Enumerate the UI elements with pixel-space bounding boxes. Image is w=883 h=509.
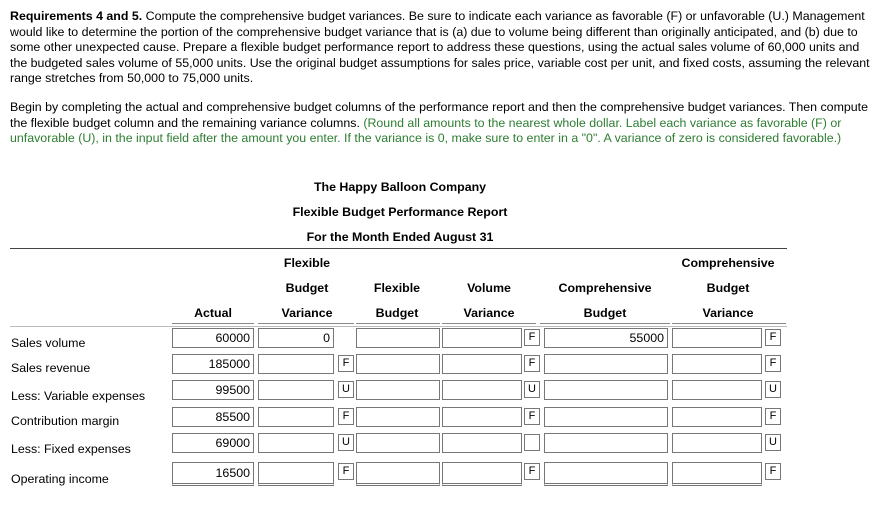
comprehensive-budget-cell — [544, 462, 668, 486]
col-rule-actual — [172, 323, 254, 324]
col-header-flex-var-1: Flexible — [283, 256, 331, 270]
flexible-budget-variance-fu-field[interactable]: F — [338, 355, 354, 372]
col-header-volume-var-2: Variance — [463, 306, 515, 320]
header-top-rule — [10, 248, 787, 249]
actual-input[interactable] — [173, 408, 253, 426]
row-label: Less: Fixed expenses — [11, 442, 131, 456]
flexible-budget-input[interactable] — [357, 408, 439, 426]
volume-variance-cell — [442, 407, 522, 427]
col-header-comp-budget-2: Budget — [583, 306, 627, 320]
flexible-budget-input[interactable] — [357, 381, 439, 399]
actual-input[interactable] — [173, 381, 253, 399]
company-name: The Happy Balloon Company — [313, 180, 487, 194]
row-label: Sales revenue — [11, 361, 91, 375]
comprehensive-budget-variance-fu-field[interactable]: F — [765, 355, 781, 372]
comprehensive-budget-cell — [544, 354, 668, 374]
volume-variance-input[interactable] — [443, 381, 521, 399]
comprehensive-budget-variance-cell — [672, 407, 762, 427]
flexible-budget-variance-cell — [258, 462, 334, 486]
flexible-budget-cell — [356, 328, 440, 348]
volume-variance-fu-field[interactable] — [524, 434, 540, 451]
comprehensive-budget-variance-input[interactable] — [673, 329, 761, 347]
col-header-comp-var-1: Comprehensive — [681, 256, 775, 270]
report-title: Flexible Budget Performance Report — [292, 205, 508, 219]
comprehensive-budget-input[interactable] — [545, 355, 667, 373]
actual-cell — [172, 328, 254, 348]
comprehensive-budget-variance-fu-field[interactable]: F — [765, 463, 781, 480]
actual-input[interactable] — [173, 329, 253, 347]
volume-variance-cell — [442, 380, 522, 400]
comprehensive-budget-cell — [544, 380, 668, 400]
col-header-flex-budget-2: Budget — [375, 306, 419, 320]
comprehensive-budget-variance-fu-field[interactable]: U — [765, 381, 781, 398]
volume-variance-input[interactable] — [443, 355, 521, 373]
col-rule-flex-budget — [356, 323, 440, 324]
comprehensive-budget-cell — [544, 328, 668, 348]
flexible-budget-variance-cell — [258, 433, 334, 453]
volume-variance-input[interactable] — [443, 329, 521, 347]
report-period: For the Month Ended August 31 — [306, 230, 494, 244]
flexible-budget-variance-fu-field[interactable]: F — [338, 463, 354, 480]
col-header-comp-var-2: Budget — [706, 281, 750, 295]
volume-variance-cell — [442, 354, 522, 374]
volume-variance-input[interactable] — [443, 408, 521, 426]
flexible-budget-input[interactable] — [357, 355, 439, 373]
flexible-budget-variance-cell — [258, 354, 334, 374]
flexible-budget-cell — [356, 354, 440, 374]
flexible-budget-variance-fu-field[interactable]: F — [338, 408, 354, 425]
col-header-flex-var-2: Budget — [285, 281, 329, 295]
flexible-budget-cell — [356, 407, 440, 427]
flexible-budget-variance-input[interactable] — [259, 329, 333, 347]
flexible-budget-variance-fu-field[interactable]: U — [338, 381, 354, 398]
comprehensive-budget-variance-input[interactable] — [673, 434, 761, 452]
flexible-budget-variance-input[interactable] — [259, 434, 333, 452]
volume-variance-input[interactable] — [443, 434, 521, 452]
comprehensive-budget-variance-cell — [672, 433, 762, 453]
instructions-green-text: (Round all amounts to the nearest whole dollar. Label each variance as favorable (F) or unfavorable (U), in the input field after the amount you enter. If the variance is 0, make sure to enter in a "0". A variance of zero is considered favorable.) — [10, 115, 842, 146]
col-header-actual: Actual — [194, 306, 232, 320]
flexible-budget-variance-input[interactable] — [259, 355, 333, 373]
row-label: Less: Variable expenses — [11, 389, 146, 403]
col-rule-comp-var — [672, 323, 786, 324]
requirements-heading: Requirements 4 and 5. — [10, 9, 143, 23]
col-header-flex-budget-1: Flexible — [373, 281, 421, 295]
comprehensive-budget-variance-fu-field[interactable]: F — [765, 408, 781, 425]
col-rule-flex-var — [258, 323, 354, 324]
comprehensive-budget-input[interactable] — [545, 381, 667, 399]
actual-cell — [172, 462, 254, 486]
flexible-budget-input[interactable] — [357, 434, 439, 452]
table-top-rule — [10, 326, 787, 327]
comprehensive-budget-variance-cell — [672, 462, 762, 486]
volume-variance-fu-field[interactable]: U — [524, 381, 540, 398]
comprehensive-budget-input[interactable] — [545, 463, 667, 483]
col-header-flex-var-3: Variance — [281, 306, 333, 320]
comprehensive-budget-input[interactable] — [545, 408, 667, 426]
flexible-budget-input[interactable] — [357, 463, 439, 483]
col-header-comp-budget-1: Comprehensive — [558, 281, 652, 295]
flexible-budget-variance-fu-field[interactable]: U — [338, 434, 354, 451]
comprehensive-budget-variance-input[interactable] — [673, 355, 761, 373]
instructions-black-text: Begin by completing the actual and comprehensive budget columns of the performance report and then the comprehensive budget variances. Then compute the flexible budget column and the remaining variance columns. — [10, 100, 869, 130]
flexible-budget-variance-cell — [258, 407, 334, 427]
instructions-paragraph-2 — [10, 100, 872, 147]
comprehensive-budget-input[interactable] — [545, 434, 667, 452]
flexible-budget-variance-cell — [258, 380, 334, 400]
flexible-budget-variance-input[interactable] — [259, 463, 333, 483]
actual-cell — [172, 354, 254, 374]
row-label: Sales volume — [11, 336, 86, 350]
comprehensive-budget-cell — [544, 433, 668, 453]
col-header-comp-var-3: Variance — [702, 306, 754, 320]
volume-variance-input[interactable] — [443, 463, 521, 483]
col-rule-volume-var — [442, 323, 536, 324]
actual-cell — [172, 433, 254, 453]
actual-input[interactable] — [173, 434, 253, 452]
flexible-budget-input[interactable] — [357, 329, 439, 347]
volume-variance-fu-field[interactable]: F — [524, 355, 540, 372]
comprehensive-budget-variance-cell — [672, 354, 762, 374]
comprehensive-budget-variance-fu-field[interactable]: F — [765, 329, 781, 346]
volume-variance-fu-field[interactable]: F — [524, 463, 540, 480]
actual-input[interactable] — [173, 463, 253, 483]
col-rule-comp-budget — [540, 323, 670, 324]
flexible-budget-cell — [356, 462, 440, 486]
comprehensive-budget-variance-fu-field[interactable]: U — [765, 434, 781, 451]
row-label: Operating income — [11, 472, 109, 486]
comprehensive-budget-variance-cell — [672, 328, 762, 348]
actual-cell — [172, 407, 254, 427]
comprehensive-budget-variance-input[interactable] — [673, 408, 761, 426]
instructions-paragraph — [10, 9, 872, 87]
comprehensive-budget-input[interactable] — [545, 329, 667, 347]
flexible-budget-cell — [356, 433, 440, 453]
requirements-text: Compute the comprehensive budget variances. Be sure to indicate each variance as favorable (F) or unfavorable (U.) Management would like to determine the portion of the comprehensive budget variance that is (a) due to volume being different than originally anticipated, and (b) due to some other unexpected cause. Prepare a flexible budget performance report to address these questions, using the actual sales volume of 60,000 units and the budgeted sales volume of 55,000 units. Use the original budget assumptions for sales price, variable cost per unit, and fixed costs, assuming the relevant range stretches from 50,000 to 75,000 units. — [10, 9, 870, 86]
volume-variance-cell — [442, 462, 522, 486]
comprehensive-budget-variance-input[interactable] — [673, 463, 761, 483]
flexible-budget-variance-input[interactable] — [259, 381, 333, 399]
volume-variance-cell — [442, 433, 522, 453]
row-label: Contribution margin — [11, 414, 120, 428]
flexible-budget-cell — [356, 380, 440, 400]
flexible-budget-variance-input[interactable] — [259, 408, 333, 426]
volume-variance-cell — [442, 328, 522, 348]
col-header-volume-var-1: Volume — [467, 281, 511, 295]
comprehensive-budget-cell — [544, 407, 668, 427]
volume-variance-fu-field[interactable]: F — [524, 329, 540, 346]
actual-cell — [172, 380, 254, 400]
comprehensive-budget-variance-cell — [672, 380, 762, 400]
flexible-budget-variance-cell — [258, 328, 334, 348]
volume-variance-fu-field[interactable]: F — [524, 408, 540, 425]
comprehensive-budget-variance-input[interactable] — [673, 381, 761, 399]
actual-input[interactable] — [173, 355, 253, 373]
